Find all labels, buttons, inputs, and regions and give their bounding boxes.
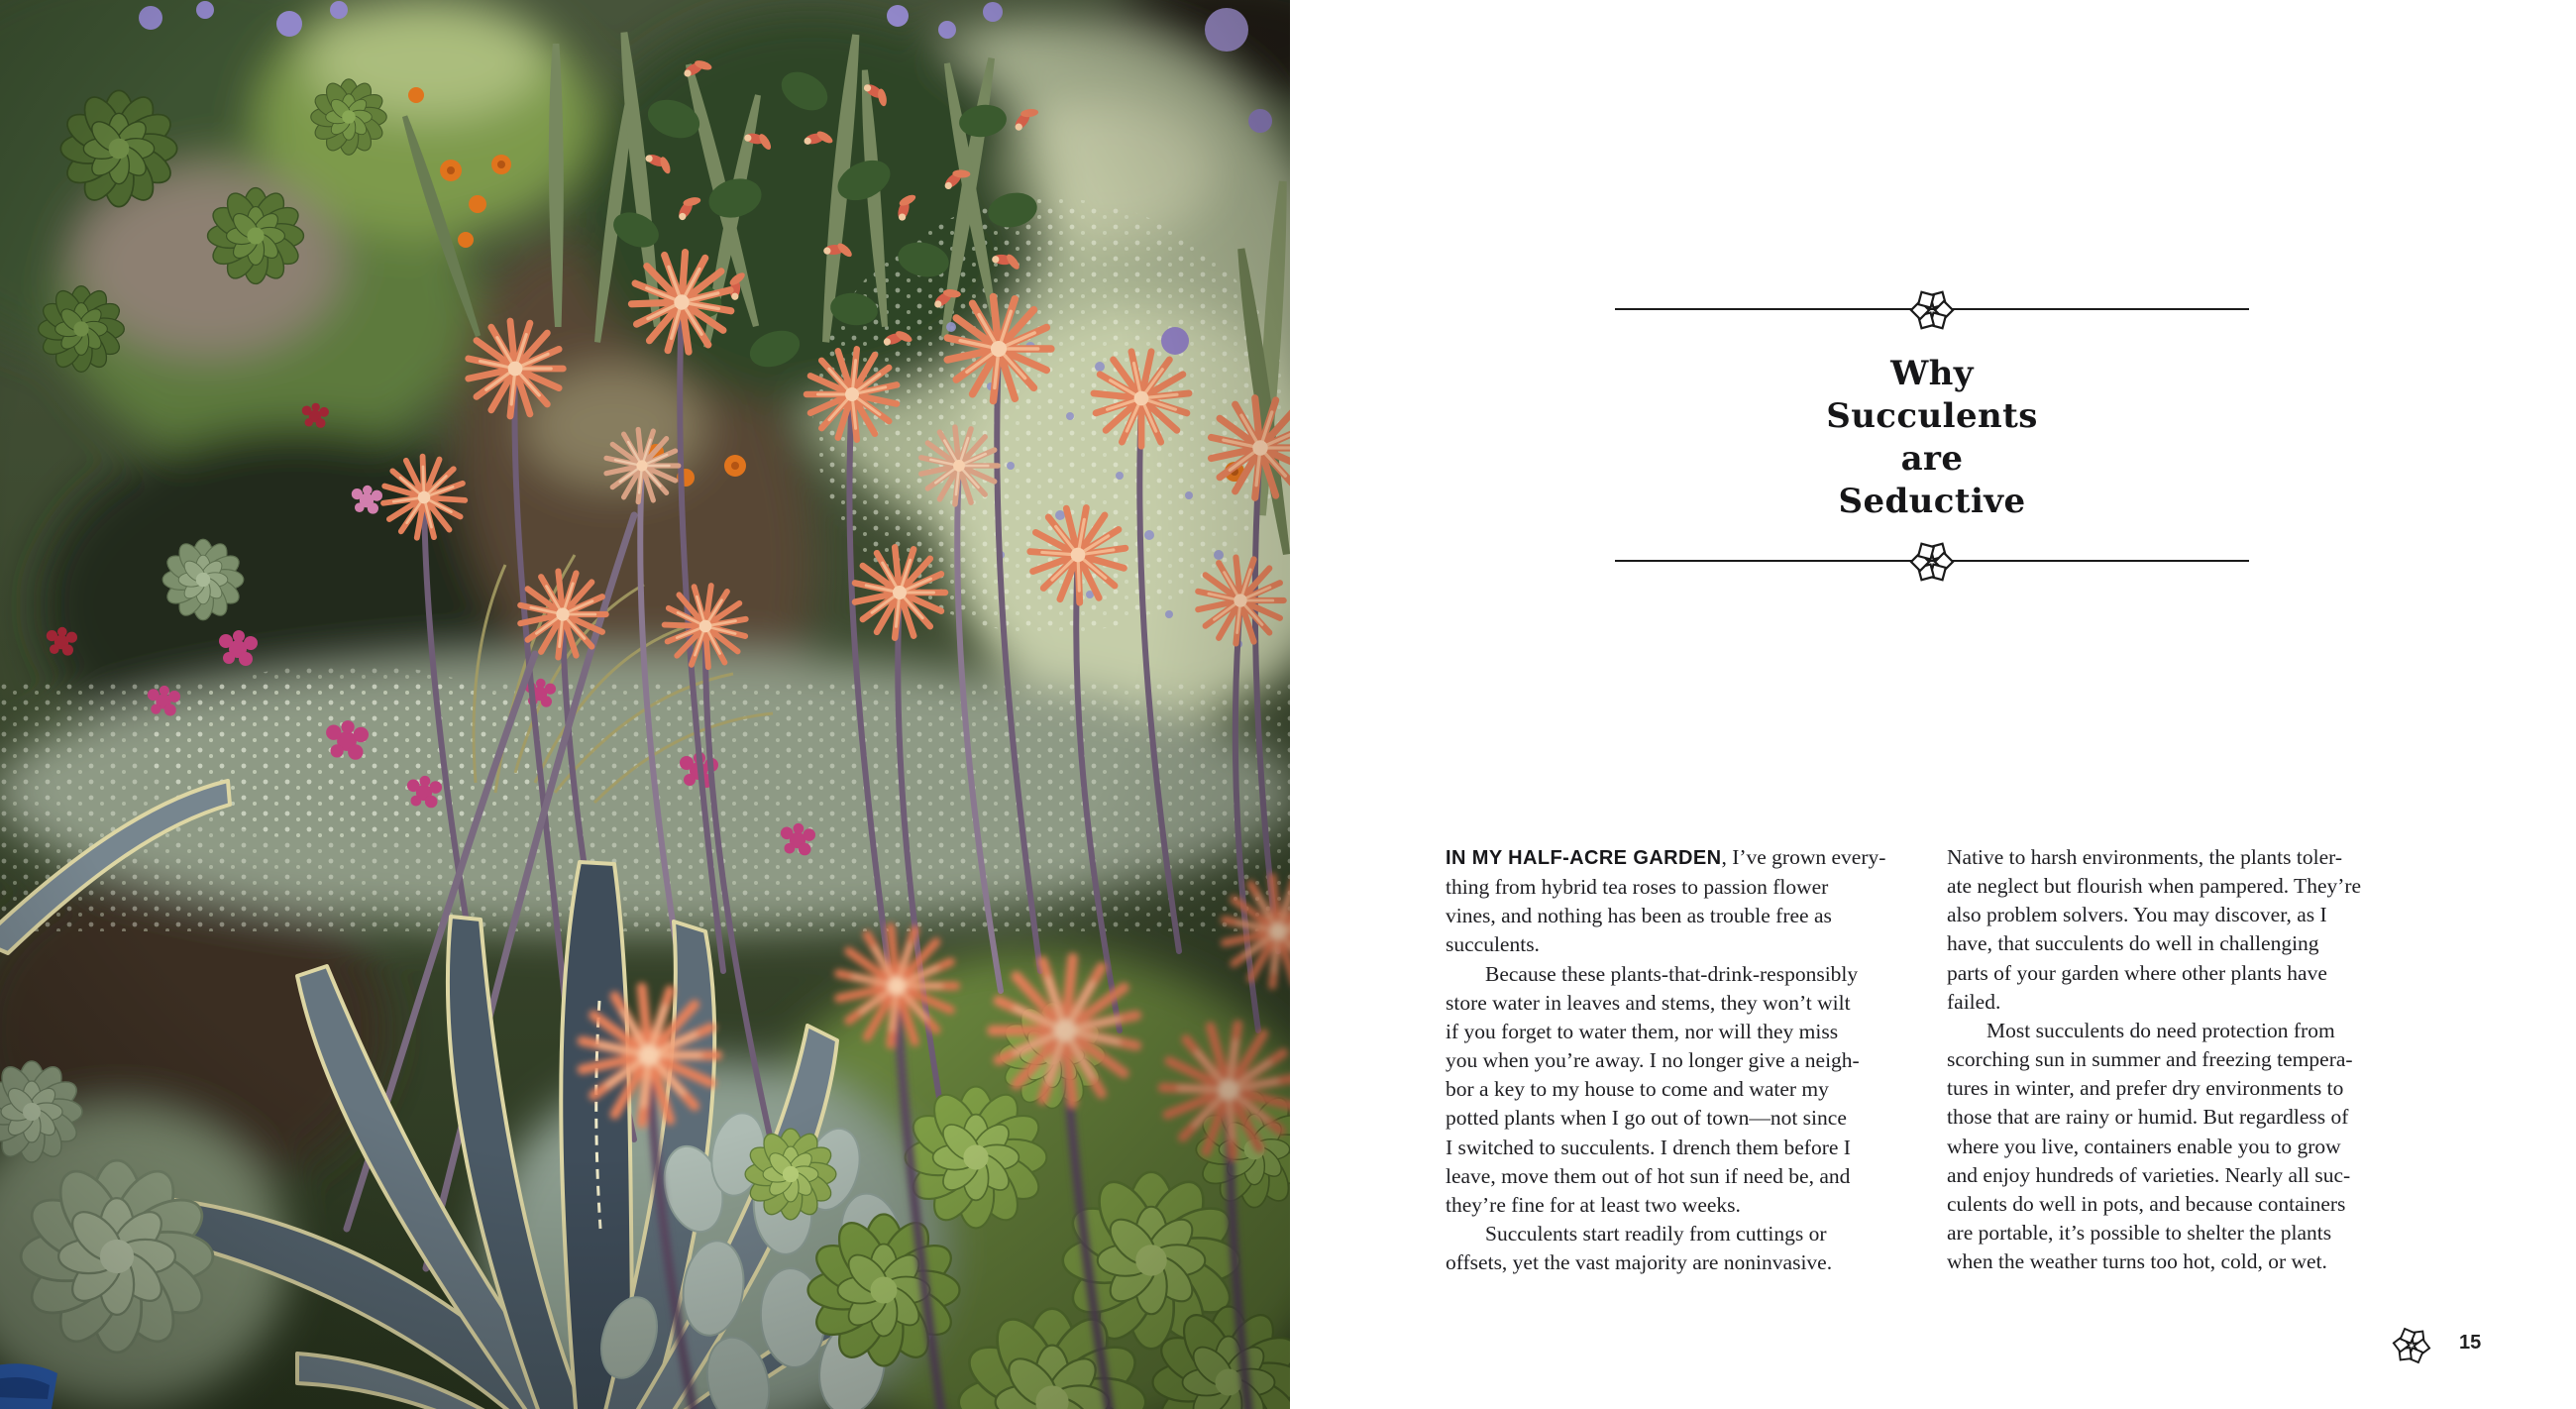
text-line: I switched to succulents. I drench them before I	[1446, 1135, 1851, 1159]
text-line: leave, move them out of hot sun if need be, and	[1446, 1163, 1851, 1188]
text-line: you when you’re away. I no longer give a neigh-	[1446, 1048, 1860, 1073]
star-ornament-icon	[1909, 285, 1955, 335]
text-line: succulents.	[1446, 932, 1540, 957]
text-line: where you live, containers enable you to grow	[1947, 1134, 2341, 1158]
text-line: offsets, yet the vast majority are noninvasive.	[1446, 1250, 1833, 1275]
top-rule	[1615, 286, 2249, 334]
title-line: Seductive	[1838, 482, 2026, 521]
text-line: store water in leaves and stems, they won’t wilt	[1446, 990, 1851, 1015]
lead-in-text: IN MY HALF-ACRE GARDEN	[1446, 847, 1722, 869]
text-line: they’re fine for at least two weeks.	[1446, 1192, 1741, 1217]
text-line: those that are rainy or humid. But regardless of	[1947, 1105, 2349, 1130]
text-line: are portable, it’s possible to shelter the plants	[1947, 1221, 2332, 1246]
text-line: bor a key to my house to come and water my	[1446, 1077, 1829, 1102]
text-line: parts of your garden where other plants have	[1947, 960, 2327, 985]
text-line: IN MY HALF-ACRE GARDEN, I’ve grown every-	[1446, 845, 1886, 869]
text-line: when the weather turns too hot, cold, or wet.	[1947, 1249, 2327, 1274]
text-column-left	[1446, 843, 1921, 1277]
text-line: vines, and nothing has been as trouble free as	[1446, 904, 1832, 928]
text-line: failed.	[1947, 989, 2001, 1014]
text-line: and enjoy hundreds of varieties. Nearly all suc-	[1947, 1162, 2351, 1187]
text-line: Most succulents do need protection from	[1986, 1018, 2335, 1042]
text-column-right	[1947, 843, 2442, 1277]
title-line: Why	[1890, 354, 1974, 393]
text-line: if you forget to water them, nor will they miss	[1446, 1019, 1839, 1043]
article-columns	[1446, 843, 2442, 1277]
text-line: Native to harsh environments, the plants toler-	[1947, 845, 2343, 869]
text-line: have, that succulents do well in challenging	[1947, 931, 2319, 956]
text-line: culents do well in pots, and because containers	[1947, 1191, 2346, 1216]
text-line: ate neglect but flourish when pampered. They’re	[1947, 874, 2362, 899]
star-ornament-icon	[1909, 537, 1955, 587]
page-number: 15	[2459, 1332, 2482, 1354]
text-line: potted plants when I go out of town—not since	[1446, 1106, 1847, 1131]
title-line: Succulents	[1826, 396, 2038, 436]
text-line: scorching sun in summer and freezing tempera-	[1947, 1047, 2353, 1072]
footer-star-ornament-icon	[2389, 1321, 2434, 1369]
text-line: also problem solvers. You may discover, as I	[1947, 903, 2327, 927]
bottom-rule	[1615, 538, 2249, 586]
title-line: are	[1900, 439, 1964, 479]
text-line: tures in winter, and prefer dry environments to	[1947, 1076, 2344, 1101]
right-page	[1290, 0, 2576, 1409]
text-line: Succulents start readily from cuttings or	[1485, 1222, 1827, 1246]
text-line: thing from hybrid tea roses to passion flower	[1446, 875, 1829, 900]
text-line: Because these plants-that-drink-responsibly	[1485, 961, 1859, 986]
chapter-title	[1615, 353, 2249, 523]
